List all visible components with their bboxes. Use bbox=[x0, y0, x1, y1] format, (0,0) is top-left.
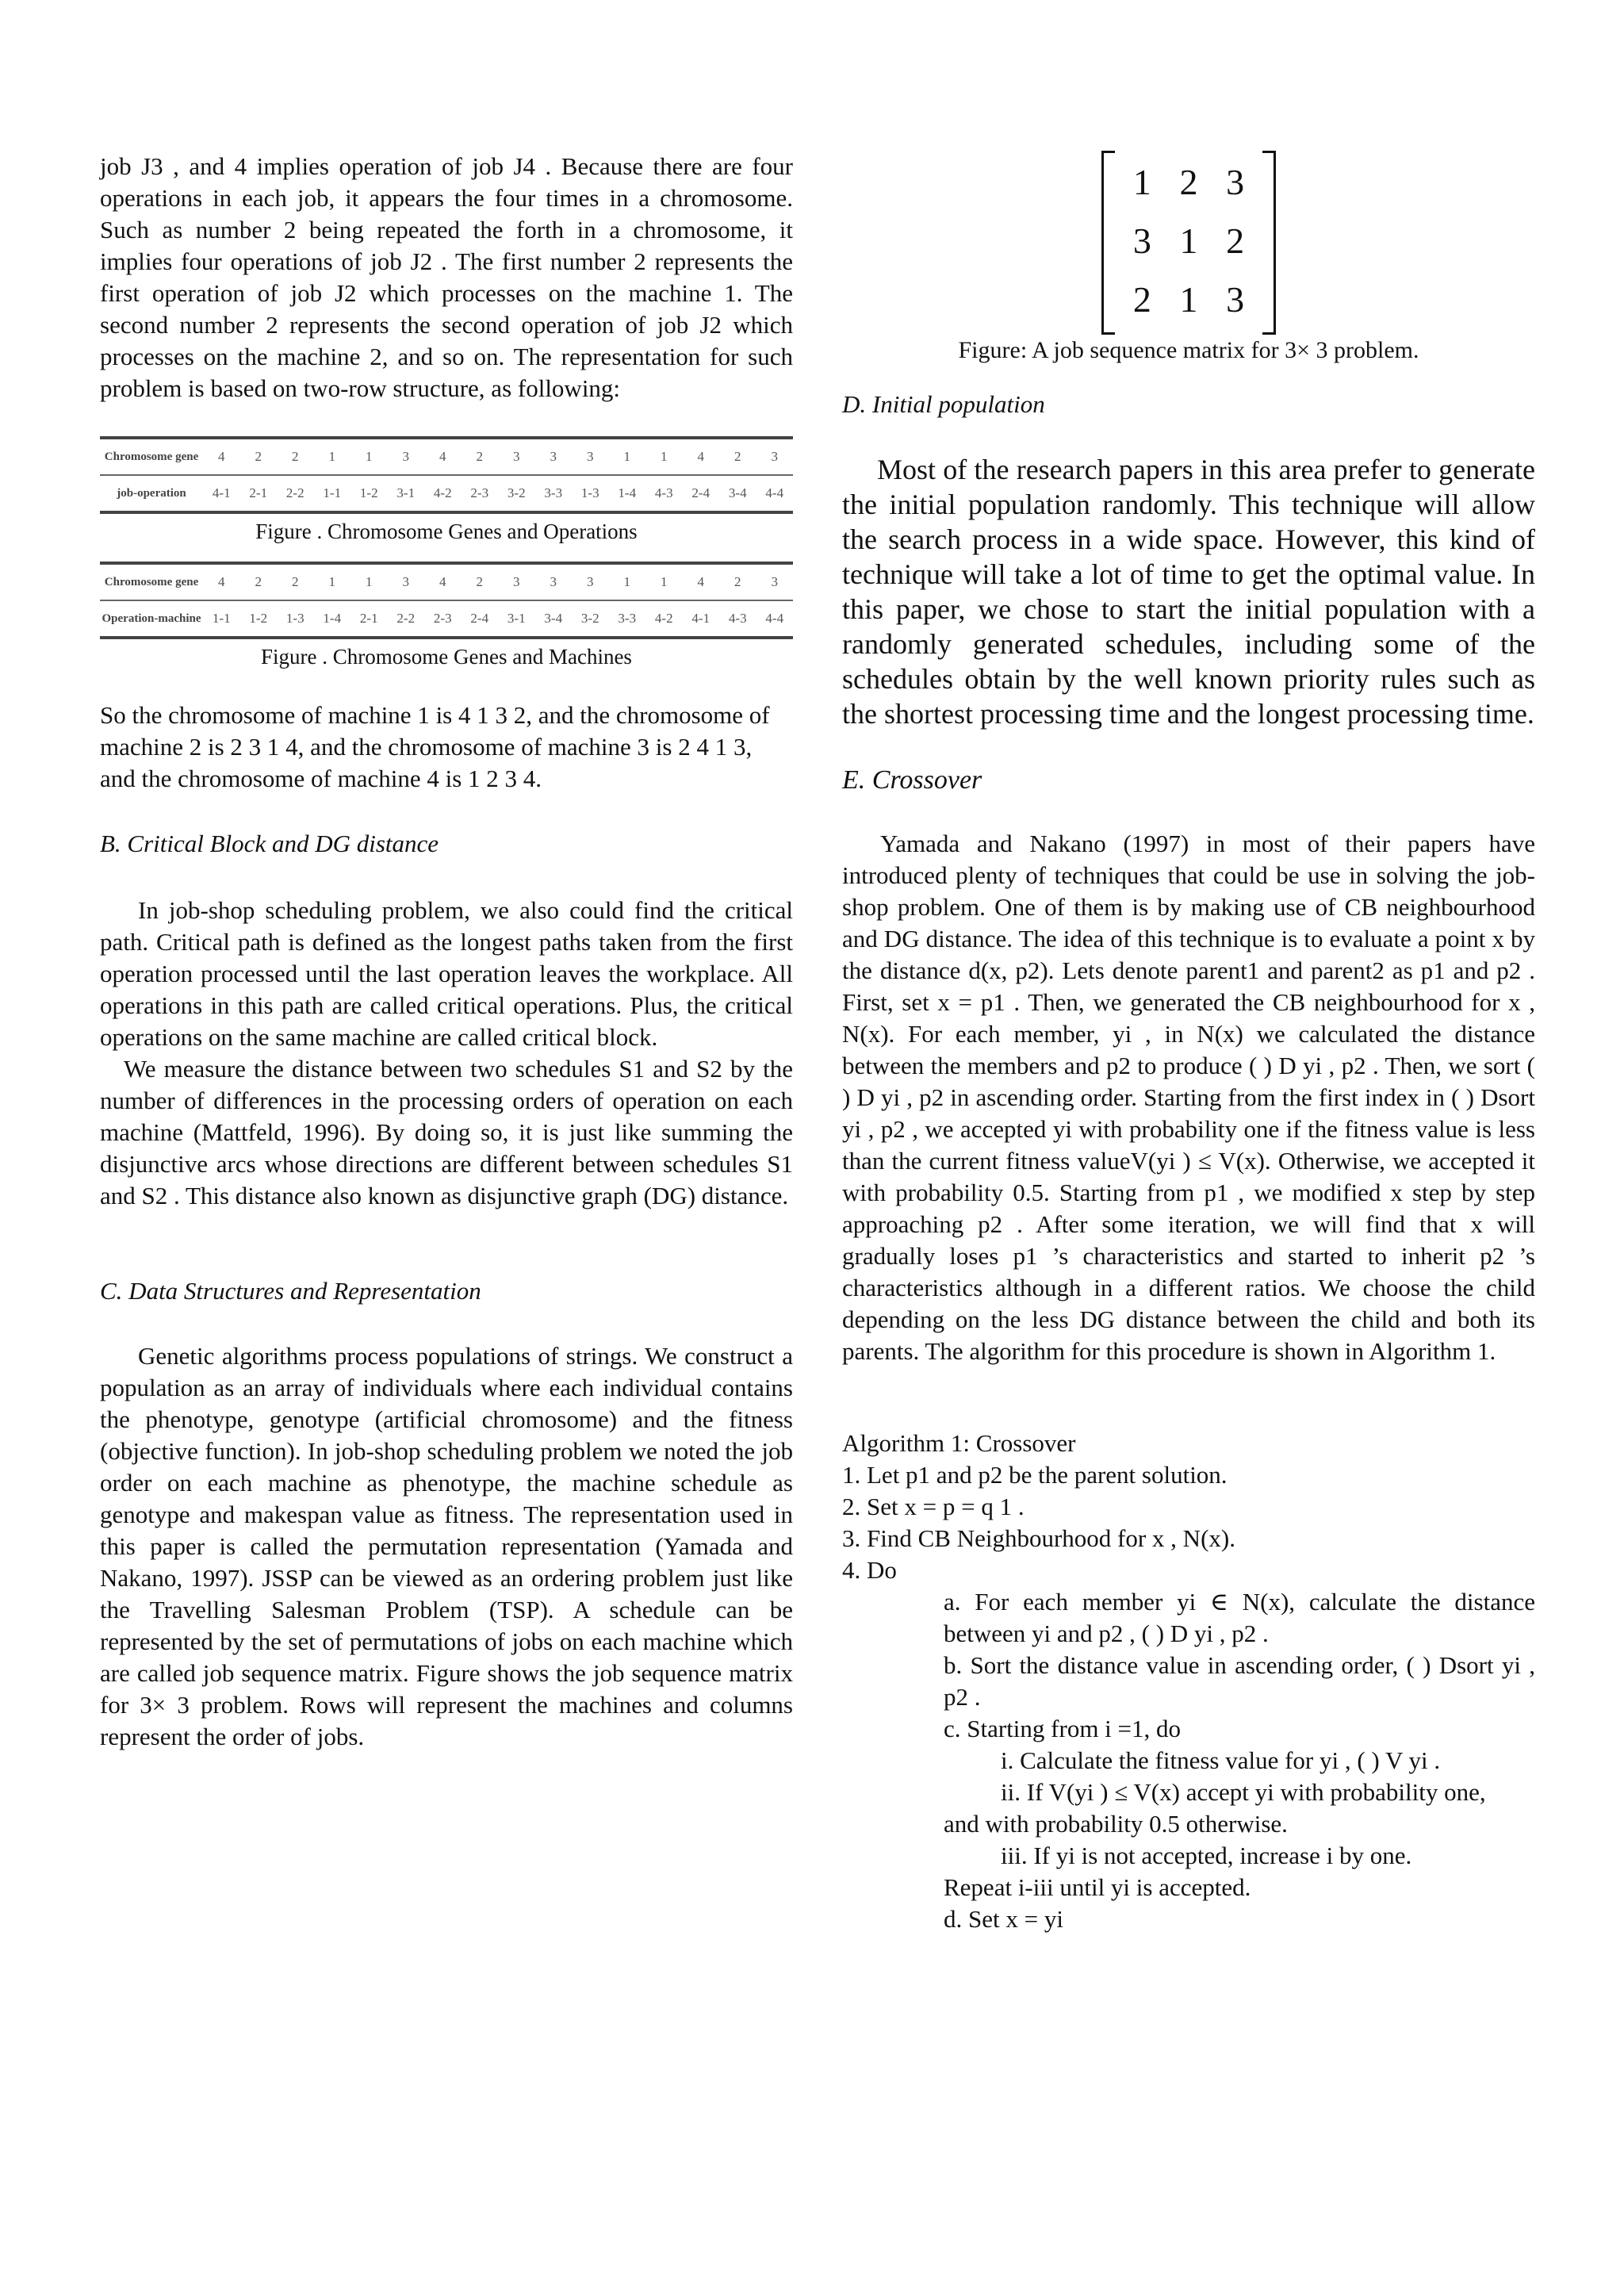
table-cell: 3 bbox=[756, 563, 794, 600]
table-cell: 2 bbox=[462, 438, 499, 475]
matrix-cell: 3 bbox=[1132, 220, 1151, 261]
table-cell: 2 bbox=[719, 438, 756, 475]
critical-path-paragraph: In job-shop scheduling problem, we also could find the critical path. Critical path is defined as the longest paths taken from the first operation processed until the last operation leaves the workplace. All operations in this path are called critical operations. Plus, the critical operations on the same machine are called critical block. bbox=[100, 896, 793, 1051]
chromosome-machines-table bbox=[100, 562, 793, 639]
data-structures-paragraph: Genetic algorithms process populations of strings. We construct a population as an array of individuals where each individual contains the phenotype, genotype (artificial chromosome) and the fitness (objective function). In job-shop scheduling problem we noted the job order on each machine as phenotype, the machine schedule as genotype and makespan value as fitness. The representation used in this paper is called the permutation representation (Yamada and Nakano, 1997). JSSP can be viewed as an ordering problem just like the Travelling Salesman Problem (TSP). A schedule can be represented by the set of permutations of jobs on each machine which are called job sequence matrix. Figure shows the job sequence matrix for 3× 3 problem. Rows will represent the machines and columns represent the order of jobs. bbox=[100, 1342, 793, 1750]
table-row-label: Chromosome gene bbox=[100, 563, 203, 600]
table-cell: 3-2 bbox=[498, 475, 535, 512]
section-heading-b: B. Critical Block and DG distance bbox=[100, 830, 439, 857]
table-cell: 4-1 bbox=[203, 475, 240, 512]
matrix-right-bracket bbox=[1262, 151, 1276, 335]
table-cell: 4-2 bbox=[424, 475, 462, 512]
algorithm-substep: b. Sort the distance value in ascending order, ( ) Dsort yi , p2 . bbox=[944, 1651, 1535, 1711]
initial-population-paragraph: Most of the research papers in this area prefer to generate the initial population randomly. This technique will allow the search process in a wide space. However, this kind of technique will take a lot of time to get the optimal value. In this paper, we chose to start the initial population with a randomly generated schedules, including some of the schedules obtain by the well known priority rules such as the shortest processing time and the longest processing time. bbox=[842, 454, 1535, 730]
table-cell: 4-3 bbox=[645, 475, 683, 512]
algorithm-step: 4. Do bbox=[842, 1556, 897, 1584]
machine-chromosomes-paragraph: So the chromosome of machine 1 is 4 1 3 2, and the chromosome of machine 2 is 2 3 1 4, and the chromosome of machine 3 is 2 4 1 3, and the chromosome of machine 4 is 1 2 3 4. bbox=[100, 701, 770, 792]
figure-caption: Figure . Chromosome Genes and Operations bbox=[255, 519, 638, 543]
table-cell: 2-4 bbox=[462, 600, 499, 638]
table-cell: 1-2 bbox=[350, 475, 388, 512]
table-cell: 4-1 bbox=[683, 600, 720, 638]
table-cell: 3 bbox=[572, 438, 609, 475]
table-cell: 2-3 bbox=[424, 600, 462, 638]
table-cell: 2 bbox=[277, 563, 314, 600]
algorithm-substep: ii. If V(yi ) ≤ V(x) accept yi with probability one, bbox=[1001, 1778, 1486, 1806]
algorithm-title: Algorithm 1: Crossover bbox=[842, 1429, 1076, 1457]
algorithm-step: 3. Find CB Neighbourhood for x , N(x). bbox=[842, 1524, 1235, 1552]
matrix-cell: 1 bbox=[1132, 161, 1151, 202]
table-cell: 1 bbox=[609, 438, 646, 475]
table-cell: 4 bbox=[683, 438, 720, 475]
table-cell: 2 bbox=[240, 438, 278, 475]
algorithm-substep: and with probability 0.5 otherwise. bbox=[944, 1810, 1288, 1838]
matrix-caption: Figure: A job sequence matrix for 3× 3 problem. bbox=[958, 337, 1419, 363]
right-column bbox=[842, 151, 1535, 1935]
table-cell: 4-3 bbox=[719, 600, 756, 638]
table-cell: 4-4 bbox=[756, 600, 794, 638]
table-cell: 4 bbox=[424, 563, 462, 600]
matrix-cell: 2 bbox=[1132, 278, 1151, 320]
table-cell: 2 bbox=[719, 563, 756, 600]
table-cell: 3 bbox=[498, 563, 535, 600]
table-cell: 4 bbox=[683, 563, 720, 600]
algorithm-substep: d. Set x = yi bbox=[944, 1905, 1063, 1933]
matrix-cell: 1 bbox=[1179, 278, 1198, 320]
table-cell: 1 bbox=[609, 563, 646, 600]
matrix-cell: 1 bbox=[1179, 220, 1198, 261]
table-cell: 4-2 bbox=[645, 600, 683, 638]
table-cell: 2 bbox=[462, 563, 499, 600]
matrix-cell: 2 bbox=[1226, 220, 1245, 261]
table-row-label: Operation-machine bbox=[100, 600, 203, 638]
table-cell: 1-4 bbox=[314, 600, 351, 638]
job-sequence-matrix bbox=[1101, 151, 1276, 333]
table-cell: 1-3 bbox=[277, 600, 314, 638]
chromosome-operations-table bbox=[100, 436, 793, 514]
table-cell: 3 bbox=[535, 438, 573, 475]
table-cell: 1 bbox=[314, 438, 351, 475]
algorithm-substep: c. Starting from i =1, do bbox=[944, 1715, 1182, 1742]
table-cell: 3-3 bbox=[609, 600, 646, 638]
table-cell: 2-2 bbox=[277, 475, 314, 512]
algorithm-step: 1. Let p1 and p2 be the parent solution. bbox=[842, 1461, 1228, 1489]
matrix-left-bracket bbox=[1101, 151, 1115, 335]
table-cell: 4-4 bbox=[756, 475, 794, 512]
matrix-cell: 3 bbox=[1226, 161, 1245, 202]
algorithm-substep: i. Calculate the fitness value for yi , ( ) V yi . bbox=[1001, 1746, 1441, 1774]
table-cell: 3 bbox=[756, 438, 794, 475]
table-cell: 4 bbox=[203, 438, 240, 475]
table-cell: 3-4 bbox=[719, 475, 756, 512]
figure-caption: Figure . Chromosome Genes and Machines bbox=[261, 645, 632, 669]
left-column bbox=[100, 151, 793, 1753]
algorithm-substep: iii. If yi is not accepted, increase i by one. bbox=[1001, 1842, 1412, 1869]
table-cell: 3-3 bbox=[535, 475, 573, 512]
table-cell: 3 bbox=[388, 438, 425, 475]
matrix-cell: 3 bbox=[1226, 278, 1245, 320]
table-cell: 4 bbox=[424, 438, 462, 475]
table-cell: 1 bbox=[645, 438, 683, 475]
table-cell: 2 bbox=[240, 563, 278, 600]
table-cell: 1-3 bbox=[572, 475, 609, 512]
table-cell: 3 bbox=[498, 438, 535, 475]
table-cell: 3-1 bbox=[388, 475, 425, 512]
table-cell: 3-1 bbox=[498, 600, 535, 638]
table-cell: 3 bbox=[388, 563, 425, 600]
table-cell: 1 bbox=[350, 563, 388, 600]
crossover-paragraph: Yamada and Nakano (1997) in most of their papers have introduced plenty of techniques that could be use in solving the job-shop problem. One of them is by making use of CB neighbourhood and DG distance. The idea of this technique is to evaluate a point x by the distance d(x, p2). Lets denote parent1 and parent2 as p1 and p2 . First, set x = p1 . Then, we generated the CB neighbourhood for x , N(x). For each member, yi , in N(x) we calculated the distance between the members and p2 to produce ( ) D yi , p2 . Then, we sort ( ) D yi , p2 in ascending order. Starting from the first index in ( ) Dsort yi , p2 , we accepted yi with probability one if the fitness value is less than the current fitness valueV(yi ) ≤ V(x). Otherwise, we accepted it with probability 0.5. Starting from p1 , we modified x step by step approaching p2 . After some iteration, we will find that x will gradually loses p1 ’s characteristics and started to inherit p2 ’s characteristics although in a different ratios. We choose the child depending on the less DG distance between the child and both its parents. The algorithm for this procedure is shown in Algorithm 1. bbox=[842, 830, 1535, 1365]
table-cell: 4 bbox=[203, 563, 240, 600]
section-heading-e: E. Crossover bbox=[842, 765, 982, 795]
table-cell: 1 bbox=[314, 563, 351, 600]
section-heading-d: D. Initial population bbox=[842, 390, 1045, 418]
section-heading-c: C. Data Structures and Representation bbox=[100, 1277, 481, 1305]
table-cell: 3-2 bbox=[572, 600, 609, 638]
intro-paragraph: job J3 , and 4 implies operation of job J4 . Because there are four operations in each job, it appears the four times in a chromosome. Such as number 2 being repeated the forth in a chromosome, it implies four operations of job J2 . The first number 2 represents the first operation of job J2 which processes on the machine 1. The second number 2 represents the second operation of job J2 which processes on the machine 2, and so on. The representation for such problem is based on two-row structure, as following: bbox=[100, 152, 793, 402]
table-cell: 1-4 bbox=[609, 475, 646, 512]
table-cell: 1-1 bbox=[314, 475, 351, 512]
dg-distance-paragraph: We measure the distance between two schedules S1 and S2 by the number of differences in the processing orders of operation on each machine (Mattfeld, 1996). By doing so, it is just like summing the disjunctive arcs whose directions are different between schedules S1 and S2 . This distance also known as disjunctive graph (DG) distance. bbox=[100, 1055, 793, 1209]
table-cell: 1 bbox=[350, 438, 388, 475]
table-cell: 2-3 bbox=[462, 475, 499, 512]
table-cell: 1-2 bbox=[240, 600, 278, 638]
table-row-label: job-operation bbox=[100, 475, 203, 512]
table-cell: 3 bbox=[572, 563, 609, 600]
algorithm-substep: a. For each member yi ∈ N(x), calculate the distance between yi and p2 , ( ) D yi , p2 . bbox=[944, 1588, 1535, 1647]
table-cell: 2-1 bbox=[350, 600, 388, 638]
table-cell: 1-1 bbox=[203, 600, 240, 638]
table-cell: 2-2 bbox=[388, 600, 425, 638]
algorithm-step: 2. Set x = p = q 1 . bbox=[842, 1493, 1025, 1520]
algorithm-substep: Repeat i-iii until yi is accepted. bbox=[944, 1873, 1251, 1901]
matrix-cell: 2 bbox=[1179, 161, 1198, 202]
table-cell: 2 bbox=[277, 438, 314, 475]
table-cell: 3-4 bbox=[535, 600, 573, 638]
algorithm-block bbox=[842, 1428, 1535, 1935]
table-row-label: Chromosome gene bbox=[100, 438, 203, 475]
table-cell: 3 bbox=[535, 563, 573, 600]
table-cell: 2-1 bbox=[240, 475, 278, 512]
table-cell: 1 bbox=[645, 563, 683, 600]
table-cell: 2-4 bbox=[683, 475, 720, 512]
